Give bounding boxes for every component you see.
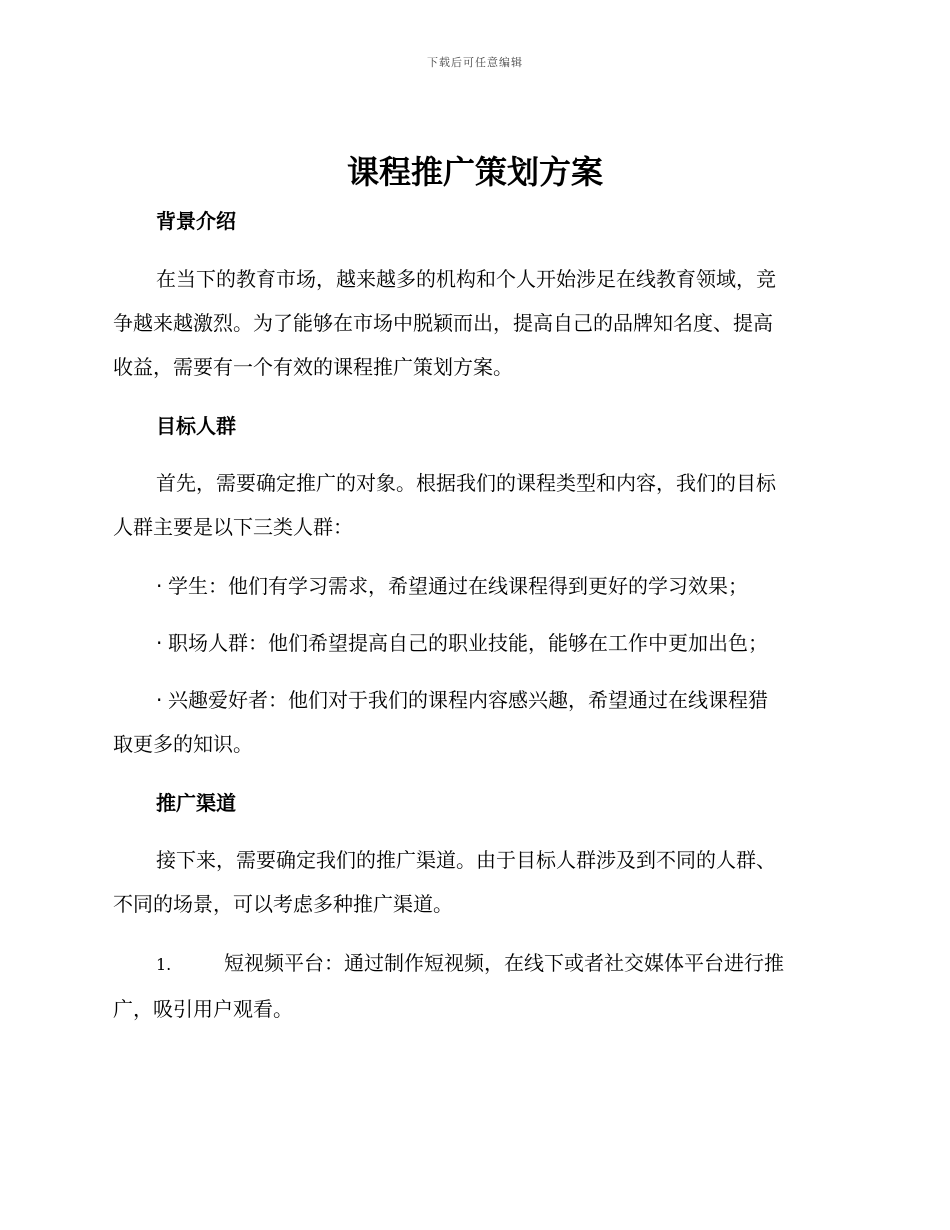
list-number: 1.: [156, 955, 172, 974]
bullet-item-students: [113, 564, 835, 608]
bullet-item-professionals: [113, 621, 835, 665]
bullet-marker: ·: [156, 631, 163, 655]
background-paragraph: [113, 257, 835, 389]
numbered-item-short-video: [113, 941, 835, 1031]
target-audience-paragraph: [113, 461, 835, 549]
section-heading-channels: 推广渠道: [156, 791, 236, 815]
section-heading-background: 背景介绍: [156, 209, 236, 233]
bullet-text-continued: 取更多的知识。: [113, 732, 253, 756]
numbered-text: 短视频平台：通过制作短视频，在线下或者社交媒体平台进行推: [224, 951, 784, 975]
bullet-text: 职场人群：他们希望提高自己的职业技能，能够在工作中更加出色；: [168, 631, 768, 655]
paragraph-line: 人群主要是以下三类人群：: [113, 515, 353, 539]
paragraph-line: 首先，需要确定推广的对象。根据我们的课程类型和内容，我们的目标: [156, 471, 776, 495]
bullet-text: 兴趣爱好者：他们对于我们的课程内容感兴趣，希望通过在线课程猎: [168, 688, 768, 712]
document-title: 课程推广策划方案: [346, 153, 603, 191]
channels-paragraph: [113, 838, 835, 926]
paragraph-line: 不同的场景，可以考虑多种推广渠道。: [113, 892, 453, 916]
numbered-text-continued: 广，吸引用户观看。: [113, 997, 293, 1021]
bullet-text: 学生：他们有学习需求，希望通过在线课程得到更好的学习效果；: [168, 574, 748, 598]
bullet-item-hobbyists: [113, 678, 835, 766]
section-heading-target-audience: 目标人群: [156, 414, 236, 438]
paragraph-line: 在当下的教育市场，越来越多的机构和个人开始涉足在线教育领域，竞: [156, 267, 776, 291]
paragraph-line: 收益，需要有一个有效的课程推广策划方案。: [113, 355, 513, 379]
paragraph-line: 争越来越激烈。为了能够在市场中脱颖而出，提高自己的品牌知名度、提高: [113, 311, 773, 335]
bullet-marker: ·: [156, 574, 163, 598]
bullet-marker: ·: [156, 688, 163, 712]
paragraph-line: 接下来，需要确定我们的推广渠道。由于目标人群涉及到不同的人群、: [156, 848, 776, 872]
page-header-note: 下载后可任意编辑: [427, 56, 523, 69]
